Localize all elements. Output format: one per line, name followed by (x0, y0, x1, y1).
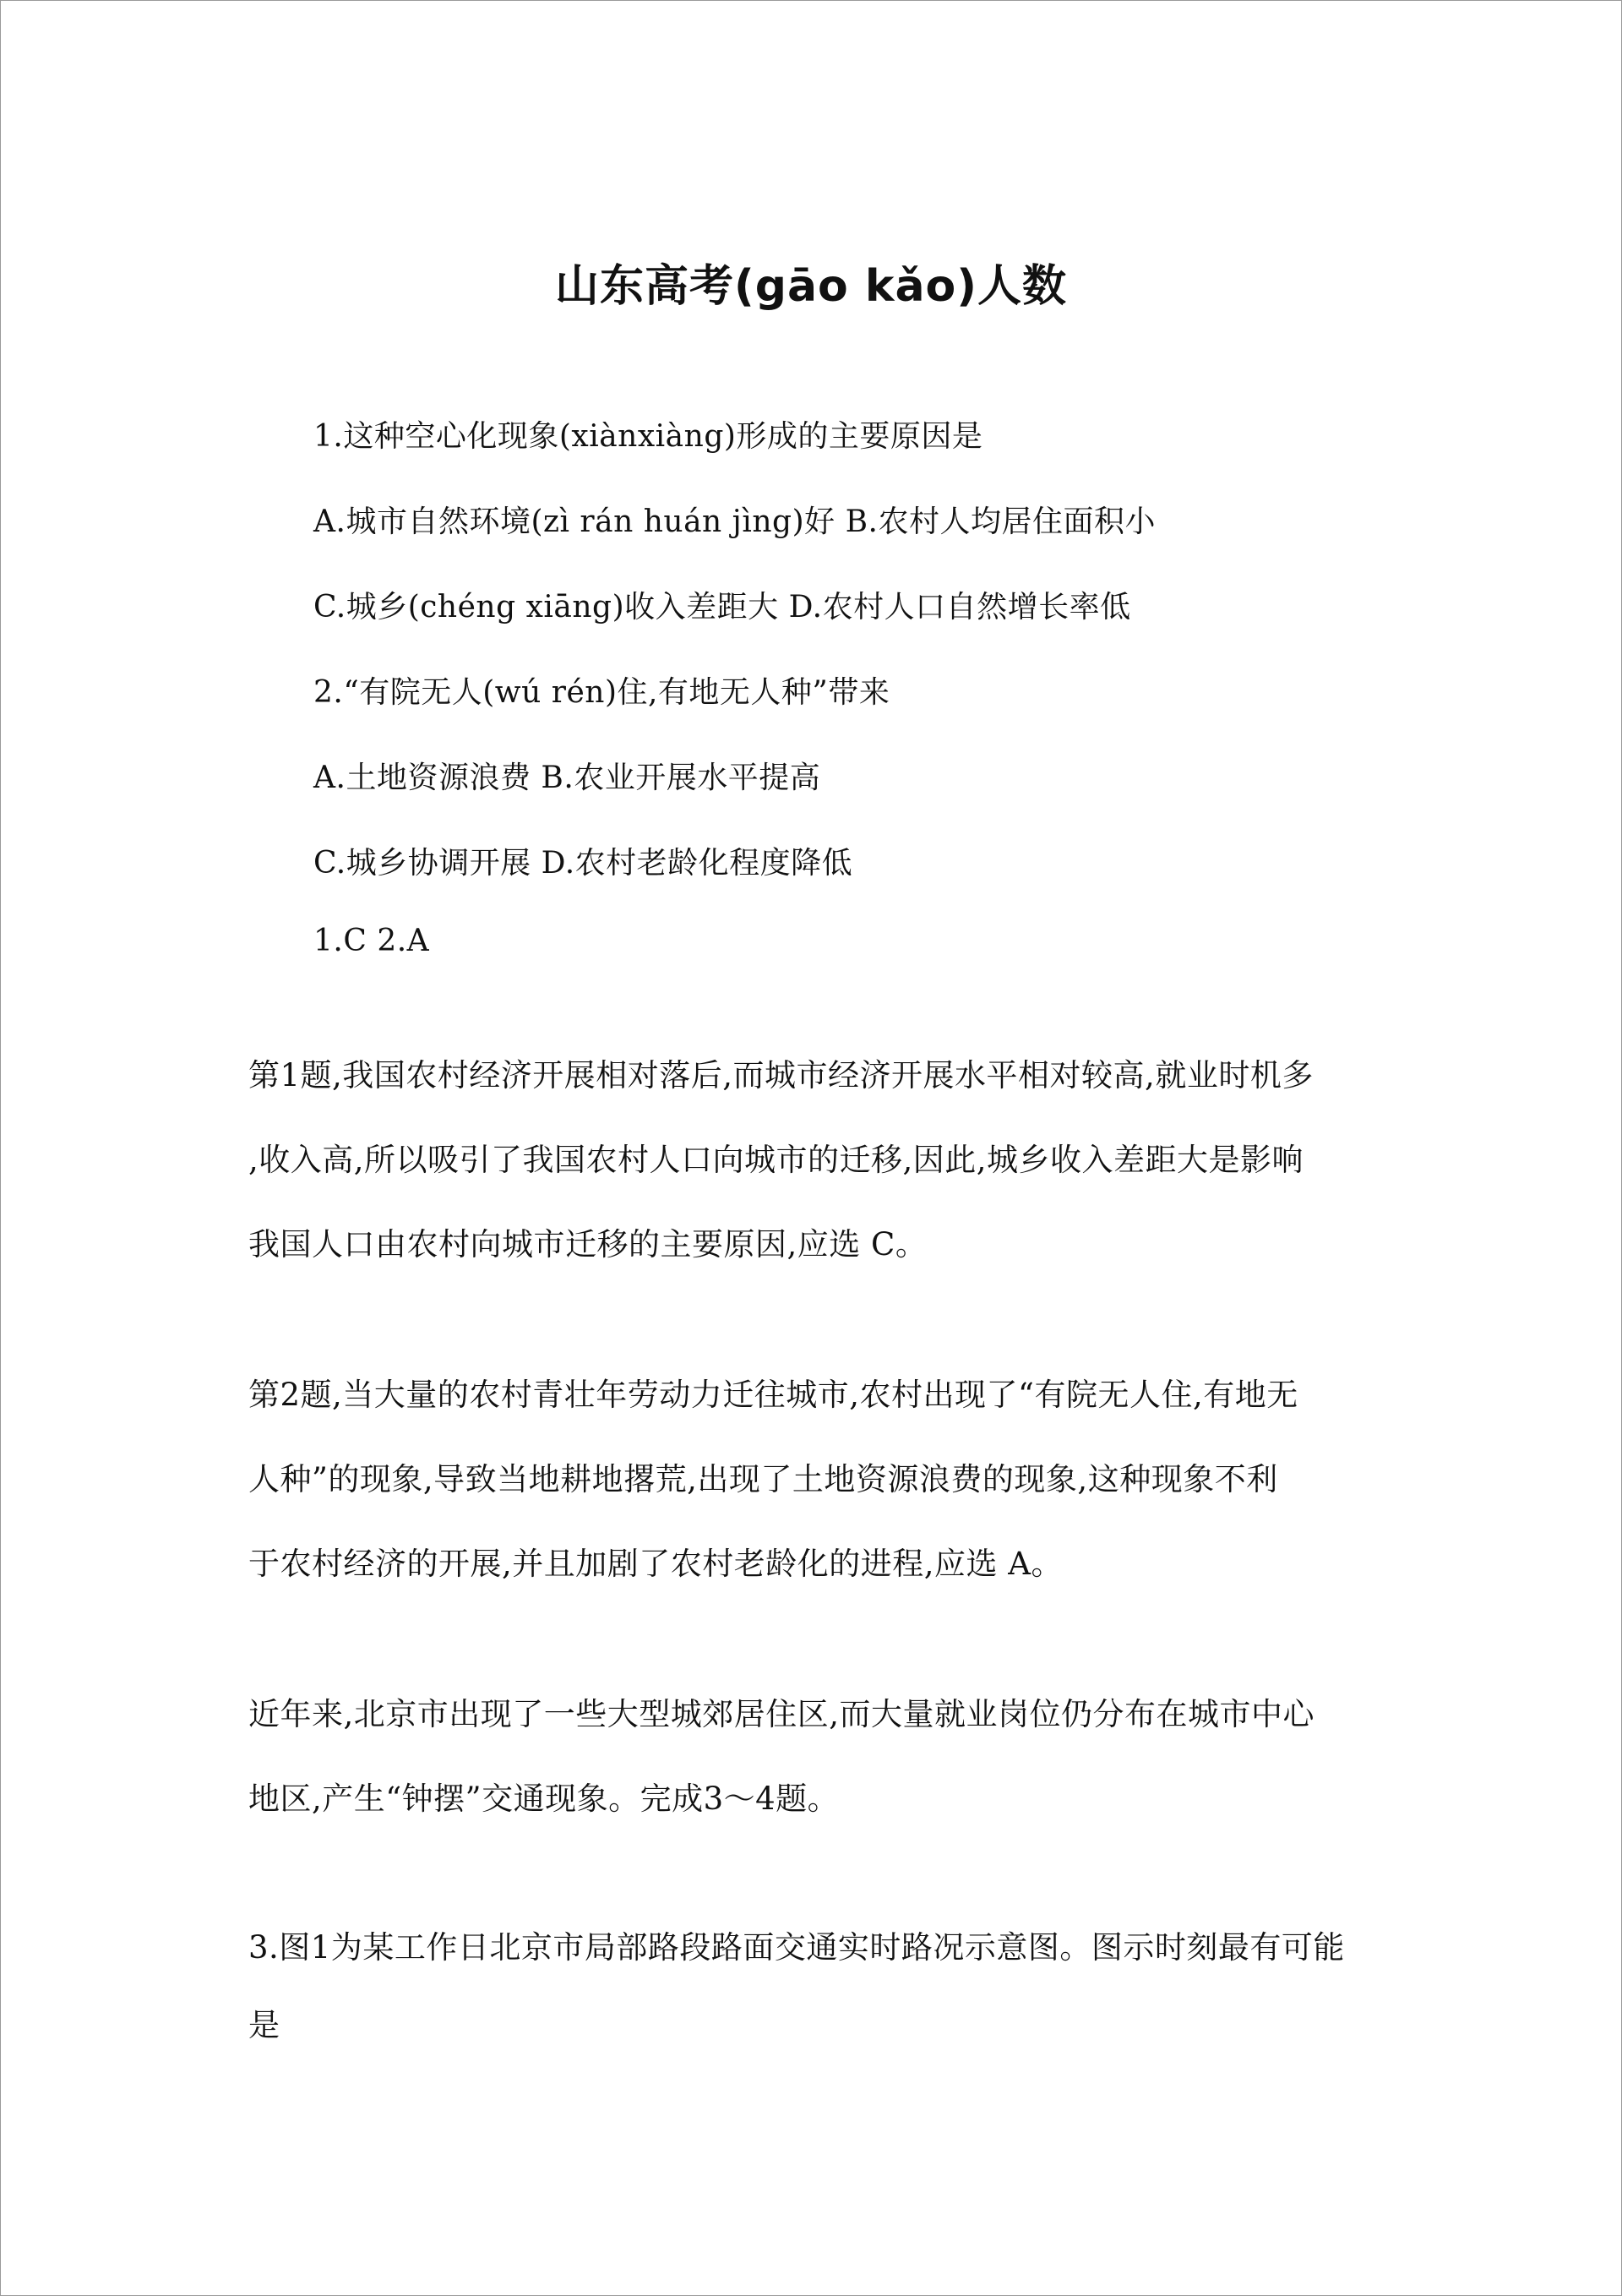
question-3-line: 是 (248, 2007, 280, 2043)
question-1-options-ab: A.城市自然环境(zì rán huán jìng)好 B.农村人均居住面积小 (313, 504, 1156, 539)
reading-passage (248, 1672, 1385, 1841)
explanation-2-line: 人种”的现象,导致当地耕地撂荒,出现了土地资源浪费的现象,这种现象不利 (248, 1461, 1278, 1497)
explanation-2-line: 第2题,当大量的农村青壮年劳动力迁往城市,农村出现了“有院无人住,有地无 (248, 1377, 1298, 1413)
explanation-question-1 (248, 1033, 1385, 1287)
question-3-stem (248, 1909, 1385, 2064)
explanation-2-line: 于农村经济的开展,并且加剧了农村老龄化的进程,应选 A。 (248, 1546, 1064, 1582)
question-2-options-ab: A.土地资源浪费 B.农业开展水平提高 (313, 761, 821, 795)
explanation-1-line: ,收入高,所以吸引了我国农村人口向城市的迁移,因此,城乡收入差距大是影响 (248, 1142, 1304, 1178)
question-2-stem: 2.“有院无人(wú rén)住,有地无人种”带来 (313, 675, 890, 710)
explanation-1-line: 我国人口由农村向城市迁移的主要原因,应选 C。 (248, 1226, 928, 1263)
question-1-options-cd: C.城乡(chéng xiāng)收入差距大 D.农村人口自然增长率低 (313, 590, 1131, 624)
passage-line: 地区,产生“钟摆”交通现象。完成3～4题。 (248, 1781, 840, 1817)
passage-line: 近年来,北京市出现了一些大型城郊居住区,而大量就业岗位仍分布在城市中心 (248, 1696, 1315, 1732)
page-title: 山东高考(gāo kǎo)人数 (554, 261, 1068, 312)
question-2-options-cd: C.城乡协调开展 D.农村老龄化程度降低 (313, 846, 853, 881)
question-1-stem: 1.这种空心化现象(xiànxiàng)形成的主要原因是 (313, 419, 983, 454)
explanation-1-line: 第1题,我国农村经济开展相对落后,而城市经济开展水平相对较高,就业时机多 (248, 1057, 1314, 1093)
explanation-question-2 (248, 1353, 1385, 1606)
question-3-line: 3.图1为某工作日北京市局部路段路面交通实时路况示意图。图示时刻最有可能 (248, 1929, 1345, 1966)
answer-key: 1.C 2.A (313, 924, 430, 958)
